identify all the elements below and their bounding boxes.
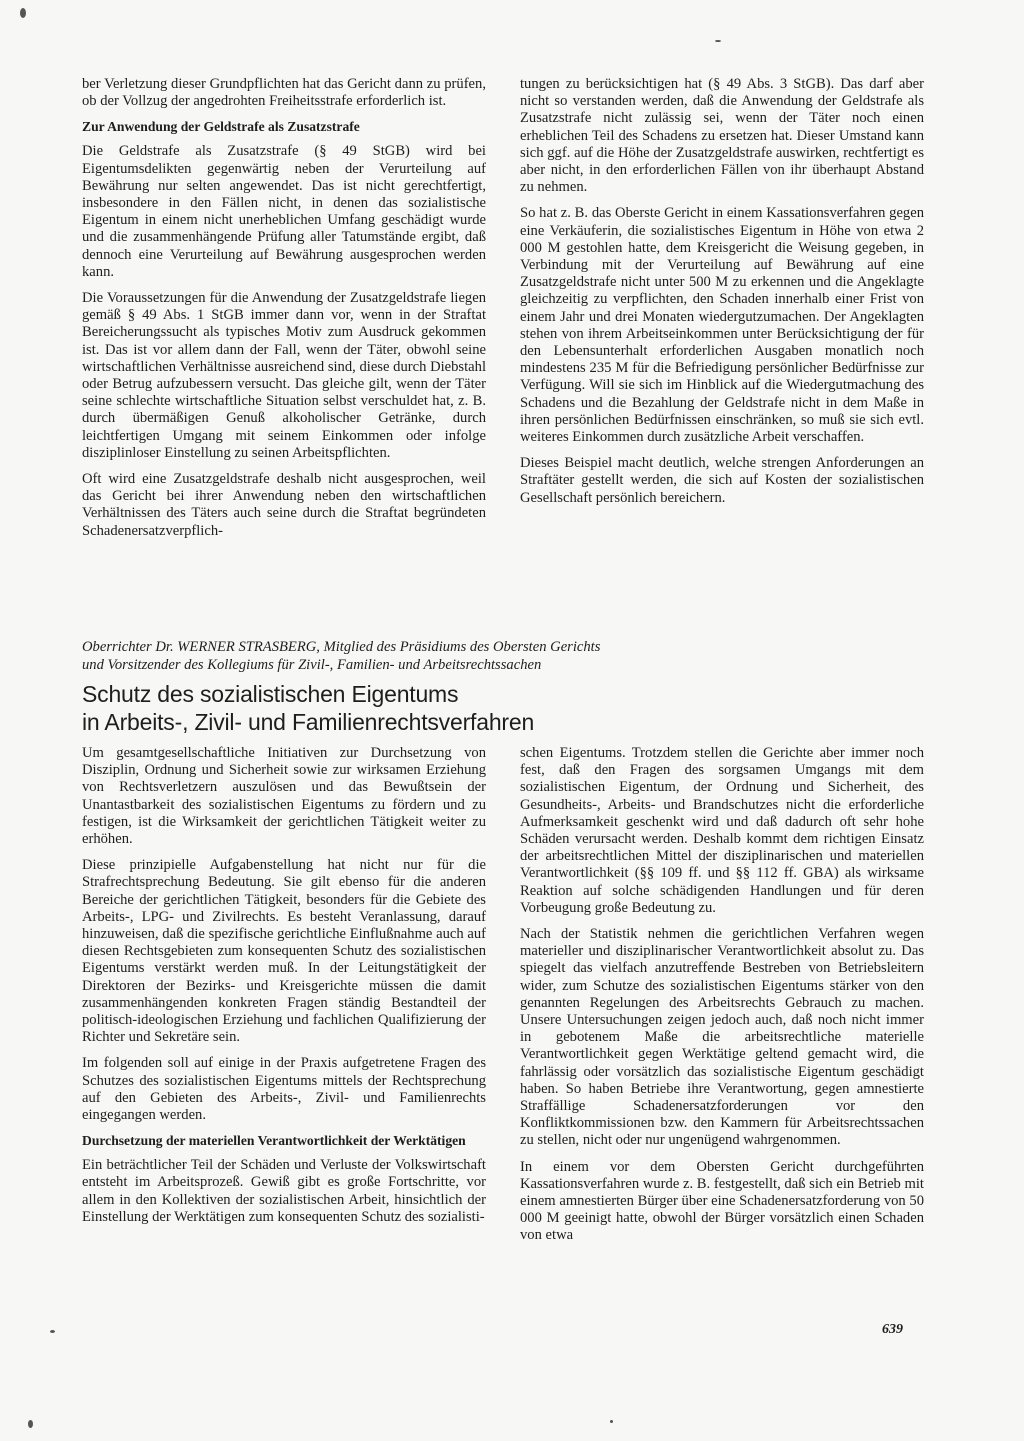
scan-speck [610, 1420, 613, 1423]
scan-speck [715, 40, 721, 42]
author-line: und Vorsitzender des Kollegiums für Zivil-, Familien- und Arbeitsrechtssachen [82, 657, 542, 673]
page-number: 639 [882, 1322, 903, 1337]
scan-speck [50, 1330, 55, 1333]
scan-speck [28, 1420, 33, 1428]
author-line: Oberrichter Dr. WERNER STRASBERG, Mitglied des Präsidiums des Obersten Gerichts [82, 639, 601, 655]
paragraph: So hat z. B. das Oberste Gericht in einem Kassationsverfahren gegen eine Verkäuferin, die sozialistisches Eigentum in Höhe von etwa 2 000 M gestohlen hatte, dem Kreisgericht die Weisung gegeben, in Verbindung mit der Verurteilung auf Bewährung auf eine Zusatzgeldstrafe nicht unter 500 M zu erkennen und die Angeklagte gleichzeitig zu verpflichten, den Schaden innerhalb einer Frist von einem Jahr und drei Monaten wiedergutzumachen. Der Angeklagten stehen von ihrem Arbeitseinkommen unter Berücksichtigung der für den Lebensunterhalt erforderlichen Ausgaben monatlich noch mindestens 235 M für die Befriedigung persönlicher Bedürfnisse zur Verfügung. Will sie sich im Hinblick auf die Wiedergutmachung des Schadens und die Bezahlung der Geldstrafe nicht in dem Maße in ihren persönlichen Bedürfnissen einschränken, so muß sie sich evtl. weiteres Einkommen durch zusätzliche Arbeit verschaffen. [520, 205, 924, 446]
author-byline [82, 638, 942, 674]
article-title [82, 680, 942, 736]
bottom-left-column [82, 745, 486, 1235]
paragraph: Nach der Statistik nehmen die gerichtlichen Verfahren wegen materieller und disziplinarischer Verantwortlichkeit absolut zu. Das spiegelt das vielfach anzutreffende Bestreben von Betriebsleitern wider, zum Schutze des sozialistischen Eigentums stärker von den genannten Regelungen des Arbeitsrechts Gebrauch zu machen. Unsere Untersuchungen zeigen jedoch auch, daß noch nicht immer in gebotenem Maße die arbeitsrechtliche materielle Verantwortlichkeit gegen Werktätige geltend gemacht wird, die fahrlässig oder vorsätzlich das sozialistische Eigentum geschädigt haben. So haben Betriebe ihre Verantwortung, gegen amnestierte Straffällige Schadenersatzforderungen vor den Konfliktkommissionen bzw. den Kammern für Arbeitsrechtssachen zu stellen, nicht oder nur ungenügend wahrgenommen. [520, 926, 924, 1149]
paragraph: Dieses Beispiel macht deutlich, welche strengen Anforderungen an Straftäter gestellt werden, die sich auf Kosten der sozialistischen Gesellschaft persönlich bereichern. [520, 455, 924, 506]
scan-speck [20, 8, 26, 18]
paragraph: Die Voraussetzungen für die Anwendung der Zusatzgeldstrafe liegen gemäß § 49 Abs. 1 StGB immer dann vor, wenn in der Straftat Bereicherungssucht als typisches Motiv zum Ausdruck gekommen ist. Das ist vor allem dann der Fall, wenn der Täter, obwohl seine wirtschaftlichen Verhältnisse ausreichend sind, diese durch Diebstahl oder Betrug aufzubessern versucht. Das gleiche gilt, wenn der Täter seine schlechte wirtschaftliche Situation selbst verschuldet hat, z. B. durch übermäßigen Genuß alkoholischer Getränke, durch leichtfertigen Umgang mit seinem Einkommen oder infolge disziplinloser Einstellung zu seinen Arbeitspflichten. [82, 290, 486, 461]
paragraph: Im folgenden soll auf einige in der Praxis aufgetretene Fragen des Schutzes des sozialistischen Eigentums mittels der Rechtsprechung auf den Gebieten des Arbeits-, Zivil- und Familienrechts eingegangen werden. [82, 1055, 486, 1124]
paragraph: Diese prinzipielle Aufgabenstellung hat nicht nur für die Strafrechtsprechung Bedeutung. Sie gilt ebenso für die anderen Bereiche der gerichtlichen Tätigkeit, besonders für die Gebiete des Arbeits-, LPG- und Zivilrechts. Es besteht Veranlassung, darauf hinzuweisen, daß die spezifische gerichtliche Einflußnahme auch auf diesen Rechtsgebieten zum konsequenten Schutz des sozialistischen Eigentums verstärkt werden muß. In der Leitungstätigkeit der Direktoren der Bezirks- und Kreisgerichte müssen die damit zusammenhängenden konkreten Fragen ständig Bestandteil der politisch-ideologischen Erziehung und fachlichen Qualifizierung der Richter und Sekretäre sein. [82, 857, 486, 1046]
paragraph: Die Geldstrafe als Zusatzstrafe (§ 49 StGB) wird bei Eigentumsdelikten gegenwärtig neben der Verurteilung auf Bewährung nur selten angewendet. Das ist nicht gerechtfertigt, insbesondere in den Fällen nicht, in denen das sozialistische Eigentum in einem nicht unerheblichen Umfang geschädigt wurde und die zusammenhängende Prüfung aller Tatumstände ergibt, daß dennoch eine Verurteilung auf Bewährung ausgesprochen werden kann. [82, 143, 486, 280]
paragraph: In einem vor dem Obersten Gericht durchgeführten Kassationsverfahren wurde z. B. festgestellt, daß sich ein Betrieb mit einem amnestierten Bürger über eine Schadenersatzforderung von 50 000 M geeinigt hatte, obwohl der Bürger vorsätzlich einen Schaden von etwa [520, 1158, 924, 1244]
paragraph: Oft wird eine Zusatzgeldstrafe deshalb nicht ausgesprochen, weil das Gericht bei ihrer Anwendung neben den wirtschaftlichen Verhältnissen des Täters auch seine durch die Straftat begründeten Schadenersatzverpflich- [82, 471, 486, 539]
section-heading: Durchsetzung der materiellen Verantwortlichkeit der Werktätigen [82, 1133, 466, 1149]
paragraph: Ein beträchtlicher Teil der Schäden und Verluste der Volkswirtschaft entsteht im Arbeitsprozeß. Gewiß gibt es große Fortschritte, vor allem in den Kollektiven der sozialistischen Arbeit, hinsichtlich der Einstellung der Werktätigen zum konsequenten Schutz des sozialisti- [82, 1157, 486, 1225]
top-left-column [82, 76, 486, 549]
bottom-right-column [520, 745, 924, 1254]
title-line: Schutz des sozialistischen Eigentums [82, 681, 459, 707]
paragraph: schen Eigentums. Trotzdem stellen die Gerichte aber immer noch fest, daß den Fragen des sorgsamen Umgangs mit dem sozialistischen Eigentum, der Ordnung und Sicherheit, des Gesundheits-, Arbeits- und Brandschutzes nicht die erforderliche Aufmerksamkeit geschenkt wird und daß dadurch oft sehr hohe Schäden verursacht werden. Deshalb kommt dem richtigen Einsatz der arbeitsrechtlichen Mittel der disziplinarischen und materiellen Verantwortlichkeit (§§ 109 ff. und §§ 112 ff. GBA) als wirksame Reaktion auf solche schädigenden Handlungen und für deren Vorbeugung große Bedeutung zu. [520, 745, 924, 916]
paragraph: ber Verletzung dieser Grundpflichten hat das Gericht dann zu prüfen, ob der Vollzug der angedrohten Freiheitsstrafe erforderlich ist. [82, 76, 486, 110]
title-line: in Arbeits-, Zivil- und Familienrechtsverfahren [82, 709, 535, 735]
top-right-column [520, 76, 924, 516]
paragraph: tungen zu berücksichtigen hat (§ 49 Abs. 3 StGB). Das darf aber nicht so verstanden werden, daß die Anwendung der Geldstrafe als Zusatzstrafe nicht zulässig sei, wenn der Täter noch einen erheblichen Teil des Schadens zu ersetzen hat. Dieser Umstand kann sich ggf. auf die Höhe der Zusatzgeldstrafe auswirken, rechtfertigt es aber nicht, in den erforderlichen Fällen von ihr überhaupt Abstand zu nehmen. [520, 76, 924, 196]
section-heading: Zur Anwendung der Geldstrafe als Zusatzstrafe [82, 119, 360, 135]
paragraph: Um gesamtgesellschaftliche Initiativen zur Durchsetzung von Disziplin, Ordnung und Sicherheit sowie zur wirksamen Erziehung von Rechtsverletzern auszulösen und das Bewußtsein der Unantastbarkeit des sozialistischen Eigentums zu fördern und zu festigen, ist die Wirksamkeit der gerichtlichen Tätigkeit weiter zu erhöhen. [82, 745, 486, 848]
